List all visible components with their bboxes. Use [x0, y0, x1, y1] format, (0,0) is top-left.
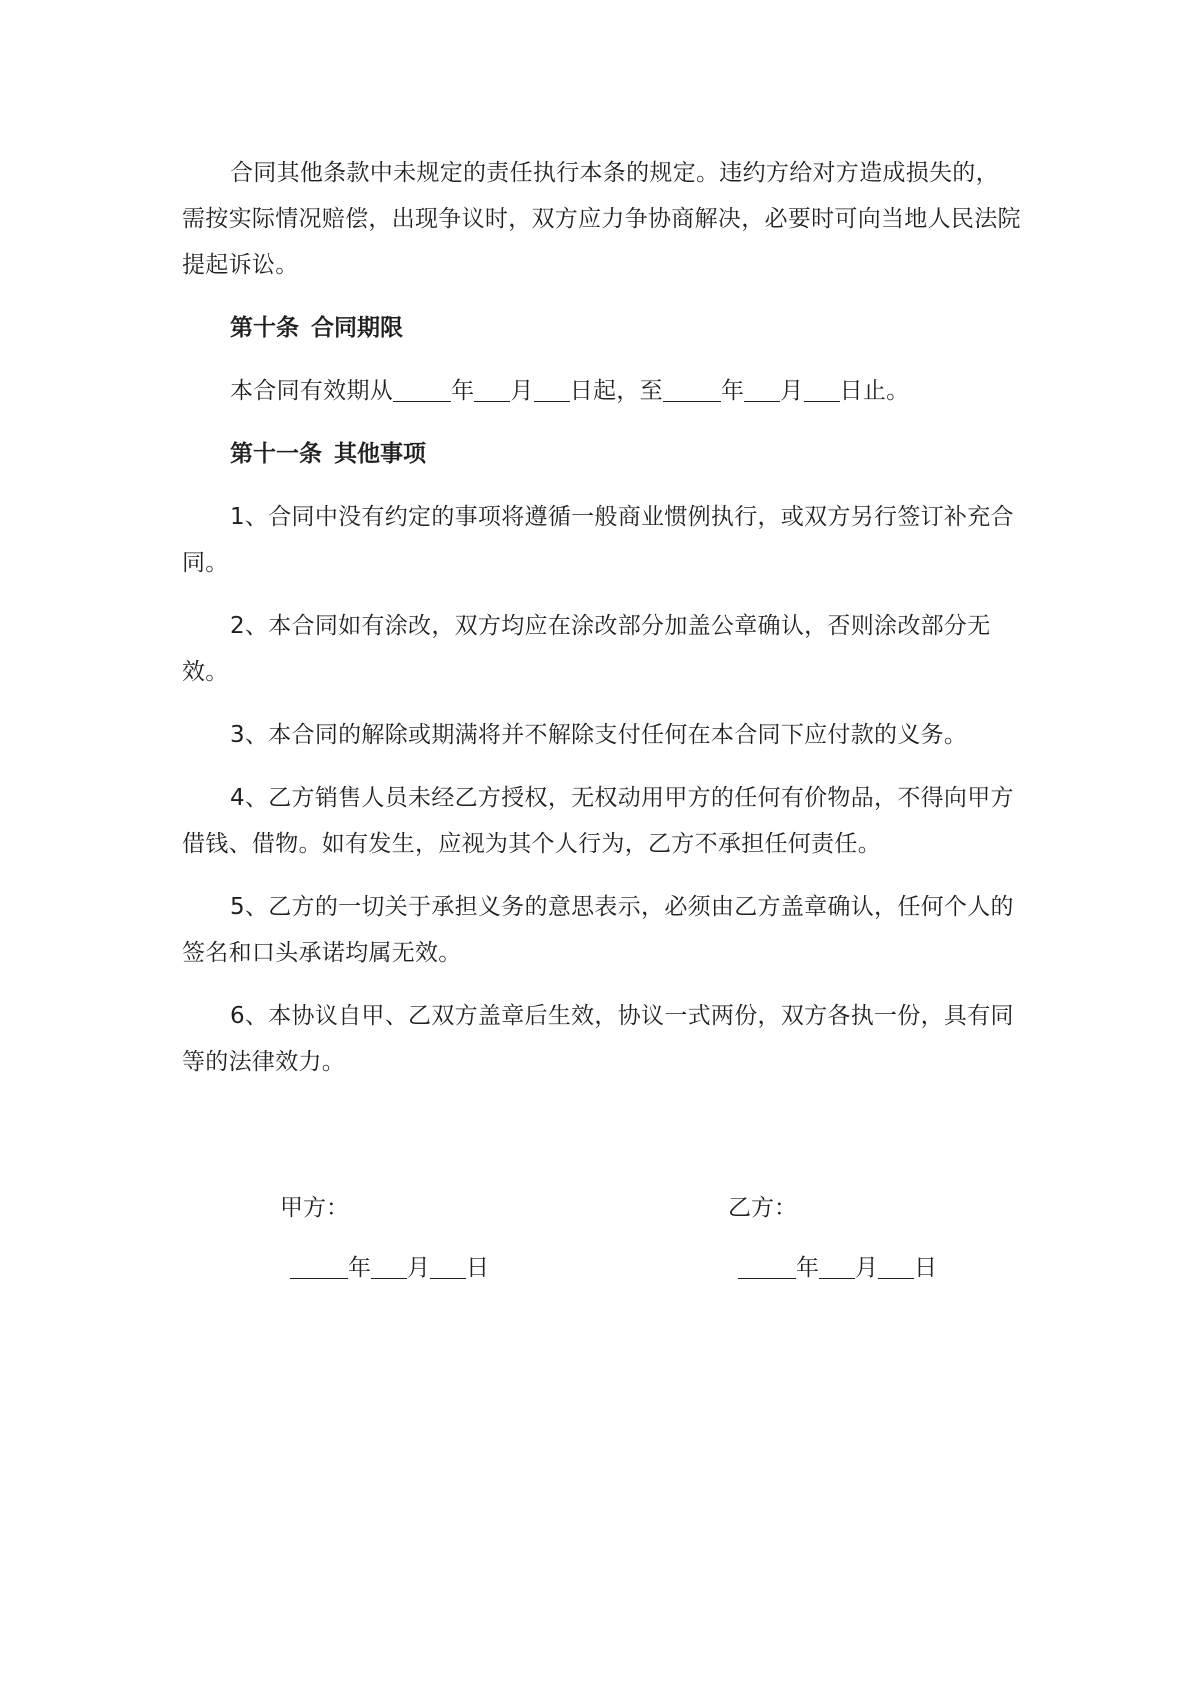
month-label: 月 [407, 1255, 430, 1281]
year-label: 年 [348, 1255, 371, 1281]
month-label: 月 [510, 378, 534, 404]
other-matters-item-2: 2、本合同如有涂改，双方均应在涂改部分加盖公章确认，否则涂改部分无效。 [182, 613, 991, 685]
article-11-number: 第十一条 [230, 441, 322, 467]
contract-term-paragraph [182, 368, 1022, 414]
signature-area [0, 1185, 1200, 1325]
month-label: 月 [780, 378, 804, 404]
party-b-month-blank [819, 1252, 855, 1279]
term-prefix: 本合同有效期从 [230, 378, 394, 404]
day-from-label: 日起，至 [569, 378, 663, 404]
article-11-heading [182, 431, 1022, 477]
day-label: 日 [466, 1255, 489, 1281]
party-b-year-blank [738, 1252, 796, 1279]
article-10-number: 第十条 [230, 315, 299, 341]
other-matters-item-1: 1、合同中没有约定的事项将遵循一般商业惯例执行，或双方另行签订补充合同。 [182, 504, 1014, 576]
day-end-label: 日止。 [839, 378, 910, 404]
year-label: 年 [451, 378, 475, 404]
party-a-date [290, 1245, 489, 1291]
party-a-year-blank [290, 1252, 348, 1279]
start-year-blank [393, 375, 451, 402]
other-matters-item-5: 5、乙方的一切关于承担义务的意思表示，必须由乙方盖章确认，任何个人的签名和口头承诺均属无效。 [182, 894, 1014, 966]
party-a-label: 甲方： [280, 1195, 349, 1221]
year-label: 年 [796, 1255, 819, 1281]
party-b-day-blank [878, 1252, 914, 1279]
article-10-heading [182, 305, 1022, 351]
article-10-title: 合同期限 [311, 315, 403, 341]
start-day-blank [534, 375, 570, 402]
year-label: 年 [720, 378, 745, 404]
end-month-blank [744, 375, 780, 402]
month-label: 月 [855, 1255, 878, 1281]
other-matters-item-3: 3、本合同的解除或期满将并不解除支付任何在本合同下应付款的义务。 [230, 722, 968, 748]
end-day-blank [804, 375, 840, 402]
party-b-date [738, 1245, 937, 1291]
article-11-title: 其他事项 [334, 441, 426, 467]
party-a-day-blank [430, 1252, 466, 1279]
party-a-month-blank [371, 1252, 407, 1279]
start-month-blank [474, 375, 510, 402]
other-matters-item-4: 4、乙方销售人员未经乙方授权，无权动用甲方的任何有价物品，不得向甲方借钱、借物。如有发生，应视为其个人行为，乙方不承担任何责任。 [182, 785, 1014, 857]
day-label: 日 [914, 1255, 937, 1281]
document-body [182, 150, 1022, 1102]
party-b-label: 乙方： [728, 1195, 797, 1221]
end-year-blank [663, 375, 721, 402]
other-matters-item-6: 6、本协议自甲、乙双方盖章后生效，协议一式两份，双方各执一份，具有同等的法律效力。 [182, 1003, 1014, 1075]
liability-paragraph: 合同其他条款中未规定的责任执行本条的规定。违约方给对方造成损失的，需按实际情况赔偿，出现争议时，双方应力争协商解决，必要时可向当地人民法院提起诉讼。 [182, 160, 1021, 278]
